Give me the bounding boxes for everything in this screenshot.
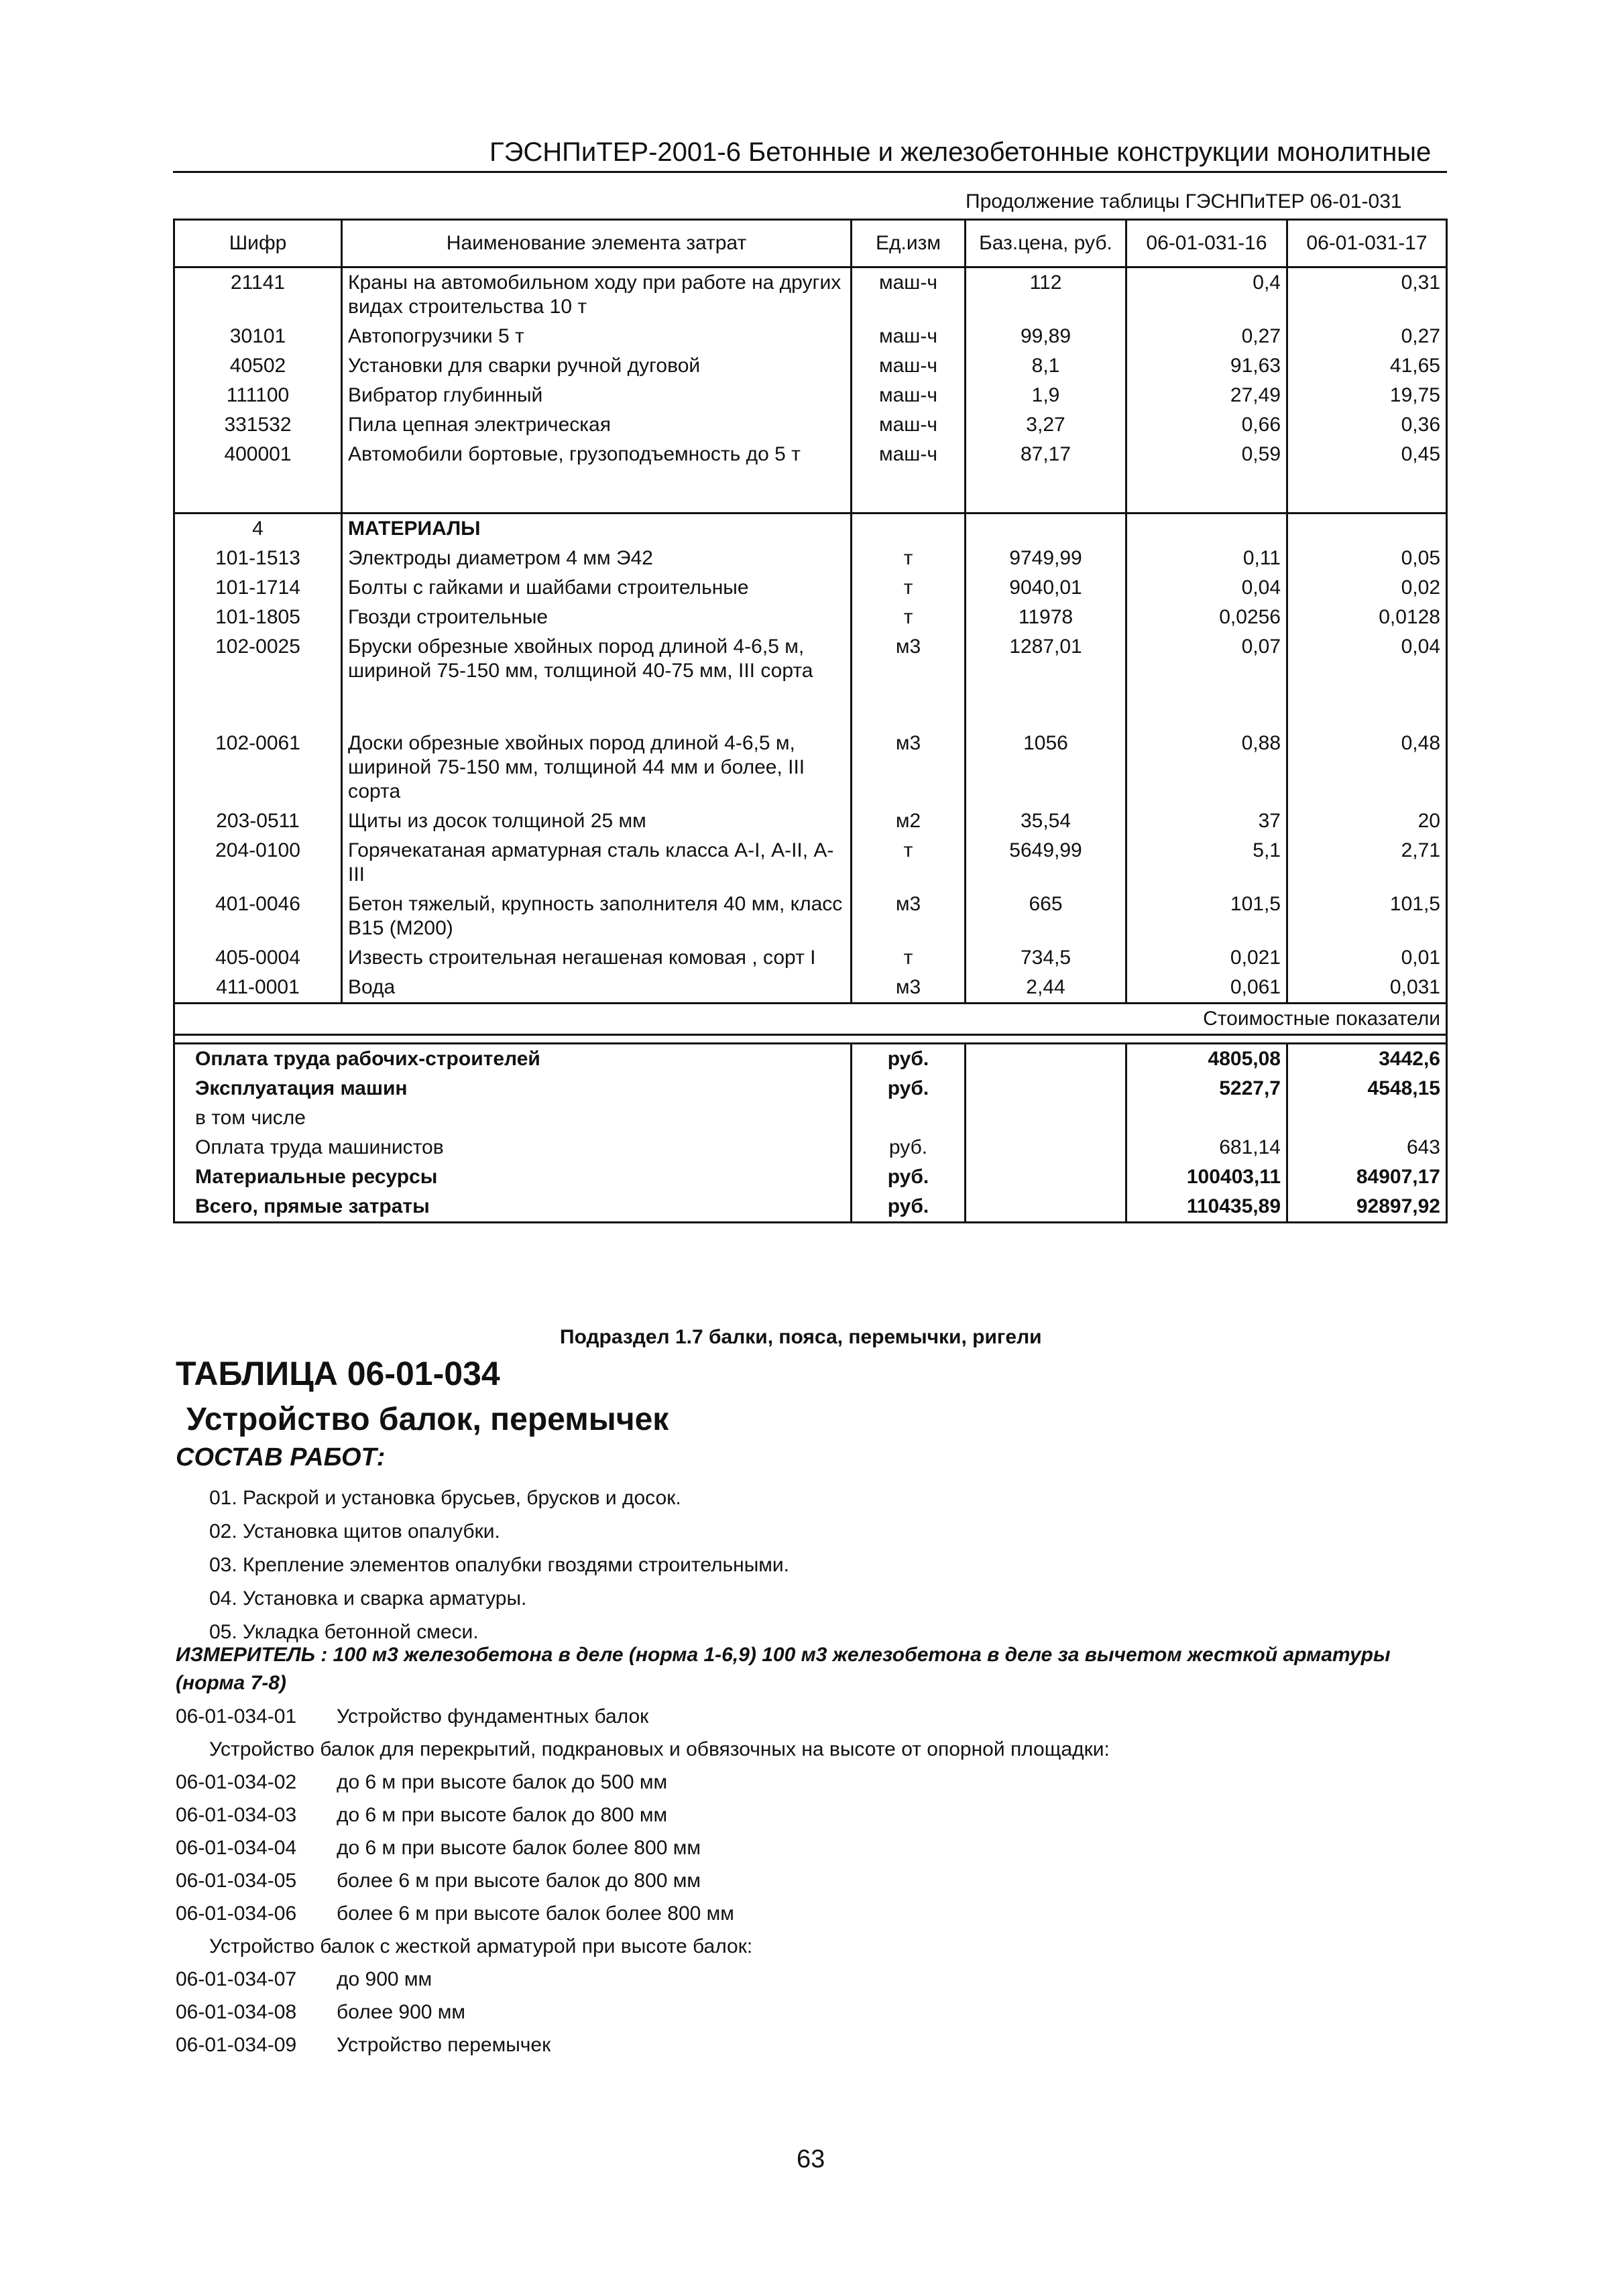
- empty-cell: [966, 686, 1126, 729]
- summary-norm-16: 4805,08: [1126, 1044, 1287, 1075]
- norm-16-value: 0,04: [1126, 573, 1287, 603]
- empty-cell: [1287, 513, 1447, 544]
- resource-unit: м3: [852, 973, 966, 1004]
- header-rule: [173, 171, 1447, 173]
- base-price: 9040,01: [966, 573, 1126, 603]
- norm-16-value: 27,49: [1126, 381, 1287, 410]
- resource-unit: маш-ч: [852, 410, 966, 440]
- norm-code: 06-01-034-03: [176, 1804, 297, 1826]
- resource-unit: т: [852, 544, 966, 573]
- norm-text: Устройство перемычек: [337, 2034, 551, 2056]
- cost-table: [173, 219, 1448, 1223]
- resource-unit: м3: [852, 632, 966, 686]
- norm-16-value: 0,021: [1126, 943, 1287, 973]
- norms-list: [176, 1700, 1110, 2061]
- resource-unit: маш-ч: [852, 351, 966, 381]
- section-code: 4: [174, 513, 342, 544]
- summary-norm-17: 84907,17: [1287, 1162, 1447, 1192]
- norm-item: [176, 1766, 1110, 1799]
- table-row: [174, 322, 1447, 351]
- norm-code: 06-01-034-04: [176, 1837, 297, 1859]
- norm-item: [176, 1864, 1110, 1897]
- empty-cell: [174, 686, 342, 729]
- norm-text: Устройство фундаментных балок: [337, 1705, 649, 1728]
- resource-unit: т: [852, 836, 966, 890]
- cost-indicators-header: Стоимостные показатели: [174, 1004, 1447, 1035]
- table-row: [174, 603, 1447, 632]
- table-continuation-label: Продолжение таблицы ГЭСНПиТЕР 06-01-031: [966, 190, 1402, 213]
- resource-code: 331532: [174, 410, 342, 440]
- base-price: 9749,99: [966, 544, 1126, 573]
- table-row: [174, 267, 1447, 322]
- summary-unit: руб.: [852, 1044, 966, 1075]
- summary-unit: руб.: [852, 1192, 966, 1223]
- summary-row: [174, 1133, 1447, 1162]
- base-price: 1056: [966, 729, 1126, 806]
- summary-unit: руб.: [852, 1162, 966, 1192]
- work-item: 05. Укладка бетонной смеси.: [209, 1621, 479, 1643]
- norm-17-value: 0,45: [1287, 440, 1447, 469]
- norm-item: [176, 1963, 1110, 1996]
- norm-group-heading: Устройство балок с жесткой арматурой при высоте балок:: [209, 1935, 753, 1957]
- summary-norm-16: 100403,11: [1126, 1162, 1287, 1192]
- norm-17-value: 19,75: [1287, 381, 1447, 410]
- table-row: [174, 410, 1447, 440]
- resource-code: 203-0511: [174, 806, 342, 836]
- empty-cell: [966, 1192, 1126, 1223]
- resource-unit: т: [852, 603, 966, 632]
- resource-code: 101-1513: [174, 544, 342, 573]
- norm-17-value: 0,31: [1287, 267, 1447, 322]
- table-row: [174, 836, 1447, 890]
- norm-17-value: 0,031: [1287, 973, 1447, 1004]
- resource-name: Вибратор глубинный: [342, 381, 852, 410]
- empty-cell: [1126, 469, 1287, 513]
- norm-16-value: 0,88: [1126, 729, 1287, 806]
- resource-code: 102-0025: [174, 632, 342, 686]
- norm-17-value: 0,01: [1287, 943, 1447, 973]
- resource-unit: т: [852, 573, 966, 603]
- norm-code: 06-01-034-05: [176, 1870, 297, 1892]
- norm-item: [176, 1930, 1110, 1963]
- norm-16-value: 5,1: [1126, 836, 1287, 890]
- summary-norm-16: 681,14: [1126, 1133, 1287, 1162]
- resource-name: Гвозди строительные: [342, 603, 852, 632]
- spacer-row: [174, 469, 1447, 513]
- spacer-row: [174, 1035, 1447, 1044]
- summary-label: в том числе: [174, 1103, 852, 1133]
- works-list: [209, 1482, 789, 1649]
- base-price: 11978: [966, 603, 1126, 632]
- summary-row: [174, 1044, 1447, 1075]
- norm-group-heading: Устройство балок для перекрытий, подкрановых и обвязочных на высоте от опорной площадки:: [209, 1738, 1110, 1760]
- norm-17-value: 20: [1287, 806, 1447, 836]
- resource-name: Известь строительная негашеная комовая , сорт I: [342, 943, 852, 973]
- resource-unit: м2: [852, 806, 966, 836]
- norm-item: [176, 1996, 1110, 2029]
- norm-17-value: 0,04: [1287, 632, 1447, 686]
- norm-16-value: 0,11: [1126, 544, 1287, 573]
- resource-name: Бруски обрезные хвойных пород длиной 4-6,5 м, шириной 75-150 мм, толщиной 40-75 мм, III сорта: [342, 632, 852, 686]
- work-item: 01. Раскрой и установка брусьев, брусков и досок.: [209, 1487, 681, 1509]
- norm-16-value: 37: [1126, 806, 1287, 836]
- norm-16-value: 0,4: [1126, 267, 1287, 322]
- resource-name: Щиты из досок толщиной 25 мм: [342, 806, 852, 836]
- summary-label: Оплата труда машинистов: [174, 1133, 852, 1162]
- empty-cell: [966, 1133, 1126, 1162]
- table-row: [174, 943, 1447, 973]
- column-header-code: Шифр: [174, 220, 342, 267]
- resource-code: 411-0001: [174, 973, 342, 1004]
- resource-code: 40502: [174, 351, 342, 381]
- norm-16-value: 101,5: [1126, 890, 1287, 943]
- norm-16-value: 0,0256: [1126, 603, 1287, 632]
- resource-name: Горячекатаная арматурная сталь класса А-I, А-II, А-III: [342, 836, 852, 890]
- empty-cell: [852, 686, 966, 729]
- norm-code: 06-01-034-09: [176, 2034, 297, 2056]
- summary-row: [174, 1074, 1447, 1103]
- empty-cell: [852, 469, 966, 513]
- norm-17-value: 0,27: [1287, 322, 1447, 351]
- norm-code: 06-01-034-08: [176, 2001, 297, 2023]
- resource-unit: м3: [852, 729, 966, 806]
- norm-16-value: 0,27: [1126, 322, 1287, 351]
- table-row: [174, 890, 1447, 943]
- norm-text: до 900 мм: [337, 1968, 432, 1990]
- empty-cell: [852, 513, 966, 544]
- resource-code: 101-1805: [174, 603, 342, 632]
- column-header-norm-16: 06-01-031-16: [1126, 220, 1287, 267]
- resource-name: Автомобили бортовые, грузоподъемность до 5 т: [342, 440, 852, 469]
- base-price: 665: [966, 890, 1126, 943]
- base-price: 87,17: [966, 440, 1126, 469]
- resource-unit: маш-ч: [852, 267, 966, 322]
- norm-17-value: 0,05: [1287, 544, 1447, 573]
- table-row: [174, 806, 1447, 836]
- norm-item: [176, 1897, 1110, 1930]
- summary-norm-16: 110435,89: [1126, 1192, 1287, 1223]
- norm-code: 06-01-034-06: [176, 1902, 297, 1925]
- resource-code: 405-0004: [174, 943, 342, 973]
- norm-16-value: 0,59: [1126, 440, 1287, 469]
- empty-cell: [174, 1035, 1447, 1044]
- resource-code: 102-0061: [174, 729, 342, 806]
- empty-cell: [966, 1074, 1126, 1103]
- norm-code: 06-01-034-01: [176, 1705, 297, 1728]
- empty-cell: [1287, 686, 1447, 729]
- page-number: 63: [797, 2145, 825, 2173]
- summary-norm-17: 92897,92: [1287, 1192, 1447, 1223]
- work-item: 02. Установка щитов опалубки.: [209, 1520, 500, 1543]
- norm-item: [176, 1799, 1110, 1831]
- resource-name: Электроды диаметром 4 мм Э42: [342, 544, 852, 573]
- summary-norm-16: 5227,7: [1126, 1074, 1287, 1103]
- table-row: [174, 440, 1447, 469]
- column-header-unit: Ед.изм: [852, 220, 966, 267]
- page-header-title: ГЭСНПиТЕР-2001-6 Бетонные и железобетонные конструкции монолитные: [489, 137, 1432, 167]
- norm-text: более 6 м при высоте балок до 800 мм: [337, 1870, 701, 1892]
- norm-text: до 6 м при высоте балок более 800 мм: [337, 1837, 701, 1859]
- summary-unit: [852, 1103, 966, 1133]
- table-row: [174, 351, 1447, 381]
- norm-text: более 900 мм: [337, 2001, 466, 2023]
- summary-label: Оплата труда рабочих-строителей: [174, 1044, 852, 1075]
- base-price: 112: [966, 267, 1126, 322]
- resource-name: Автопогрузчики 5 т: [342, 322, 852, 351]
- norm-code: 06-01-034-02: [176, 1771, 297, 1793]
- works-heading: СОСТАВ РАБОТ:: [176, 1443, 386, 1471]
- column-header-norm-17: 06-01-031-17: [1287, 220, 1447, 267]
- empty-cell: [966, 513, 1126, 544]
- norm-item: [176, 1700, 1110, 1733]
- summary-unit: руб.: [852, 1133, 966, 1162]
- table-row: [174, 729, 1447, 806]
- summary-norm-16: [1126, 1103, 1287, 1133]
- norm-item: [176, 1831, 1110, 1864]
- norm-16-value: 0,66: [1126, 410, 1287, 440]
- resource-unit: м3: [852, 890, 966, 943]
- resource-unit: т: [852, 943, 966, 973]
- norm-17-value: 2,71: [1287, 836, 1447, 890]
- empty-cell: [966, 1044, 1126, 1075]
- empty-cell: [1126, 513, 1287, 544]
- summary-label: Эксплуатация машин: [174, 1074, 852, 1103]
- summary-norm-17: 3442,6: [1287, 1044, 1447, 1075]
- resource-name: Бетон тяжелый, крупность заполнителя 40 мм, класс В15 (М200): [342, 890, 852, 943]
- resource-unit: маш-ч: [852, 381, 966, 410]
- norm-code: 06-01-034-07: [176, 1968, 297, 1990]
- base-price: 734,5: [966, 943, 1126, 973]
- resource-code: 111100: [174, 381, 342, 410]
- table-row: [174, 381, 1447, 410]
- empty-cell: [966, 1103, 1126, 1133]
- table-row: [174, 632, 1447, 686]
- summary-row: [174, 1162, 1447, 1192]
- norm-text: более 6 м при высоте балок более 800 мм: [337, 1902, 734, 1925]
- summary-norm-17: 643: [1287, 1133, 1447, 1162]
- norm-16-value: 91,63: [1126, 351, 1287, 381]
- empty-cell: [966, 1162, 1126, 1192]
- empty-cell: [342, 469, 852, 513]
- resource-name: Пила цепная электрическая: [342, 410, 852, 440]
- table-title: ТАБЛИЦА 06-01-034: [176, 1355, 500, 1392]
- summary-row: [174, 1103, 1447, 1133]
- resource-name: Болты с гайками и шайбами строительные: [342, 573, 852, 603]
- norm-16-value: 0,07: [1126, 632, 1287, 686]
- resource-code: 204-0100: [174, 836, 342, 890]
- base-price: 5649,99: [966, 836, 1126, 890]
- work-item: 04. Установка и сварка арматуры.: [209, 1587, 527, 1610]
- summary-unit: руб.: [852, 1074, 966, 1103]
- summary-label: Всего, прямые затраты: [174, 1192, 852, 1223]
- norm-17-value: 0,02: [1287, 573, 1447, 603]
- base-price: 99,89: [966, 322, 1126, 351]
- empty-cell: [342, 686, 852, 729]
- base-price: 8,1: [966, 351, 1126, 381]
- base-price: 3,27: [966, 410, 1126, 440]
- norm-17-value: 0,48: [1287, 729, 1447, 806]
- summary-norm-17: 4548,15: [1287, 1074, 1447, 1103]
- table-row: [174, 544, 1447, 573]
- base-price: 35,54: [966, 806, 1126, 836]
- measure-note: ИЗМЕРИТЕЛЬ : 100 м3 железобетона в деле (норма 1-6,9) 100 м3 железобетона в деле за вычетом жесткой арматуры (норма 7-8): [176, 1644, 1391, 1694]
- norm-17-value: 101,5: [1287, 890, 1447, 943]
- resource-name: Установки для сварки ручной дуговой: [342, 351, 852, 381]
- summary-label: Материальные ресурсы: [174, 1162, 852, 1192]
- empty-cell: [1287, 469, 1447, 513]
- table-row: [174, 573, 1447, 603]
- materials-section-row: [174, 513, 1447, 544]
- norm-16-value: 0,061: [1126, 973, 1287, 1004]
- empty-cell: [966, 469, 1126, 513]
- empty-cell: [1126, 686, 1287, 729]
- norm-17-value: 41,65: [1287, 351, 1447, 381]
- resource-unit: маш-ч: [852, 322, 966, 351]
- spacer-row: [174, 686, 1447, 729]
- norm-17-value: 0,36: [1287, 410, 1447, 440]
- resource-name: Доски обрезные хвойных пород длиной 4-6,5 м, шириной 75-150 мм, толщиной 44 мм и более, III сорта: [342, 729, 852, 806]
- base-price: 2,44: [966, 973, 1126, 1004]
- norm-text: до 6 м при высоте балок до 500 мм: [337, 1771, 668, 1793]
- resource-code: 21141: [174, 267, 342, 322]
- norm-17-value: 0,0128: [1287, 603, 1447, 632]
- column-header-price: Баз.цена, руб.: [966, 220, 1126, 267]
- summary-row: [174, 1192, 1447, 1223]
- resource-name: Вода: [342, 973, 852, 1004]
- resource-code: 30101: [174, 322, 342, 351]
- norm-item: [176, 2029, 1110, 2061]
- column-header-name: Наименование элемента затрат: [342, 220, 852, 267]
- summary-norm-17: [1287, 1103, 1447, 1133]
- cost-indicators-header-row: [174, 1004, 1447, 1035]
- resource-unit: маш-ч: [852, 440, 966, 469]
- norm-item: [176, 1733, 1110, 1766]
- resource-code: 400001: [174, 440, 342, 469]
- table-header-row: [174, 220, 1447, 267]
- work-item: 03. Крепление элементов опалубки гвоздями строительными.: [209, 1554, 789, 1576]
- norm-text: до 6 м при высоте балок до 800 мм: [337, 1804, 668, 1826]
- base-price: 1287,01: [966, 632, 1126, 686]
- section-name: МАТЕРИАЛЫ: [342, 513, 852, 544]
- subsection-title: Подраздел 1.7 балки, пояса, перемычки, ригели: [560, 1326, 1042, 1348]
- resource-code: 401-0046: [174, 890, 342, 943]
- resource-code: 101-1714: [174, 573, 342, 603]
- resource-name: Краны на автомобильном ходу при работе на других видах строительства 10 т: [342, 267, 852, 322]
- base-price: 1,9: [966, 381, 1126, 410]
- table-row: [174, 973, 1447, 1004]
- empty-cell: [174, 469, 342, 513]
- work-title: Устройство балок, перемычек: [186, 1402, 669, 1437]
